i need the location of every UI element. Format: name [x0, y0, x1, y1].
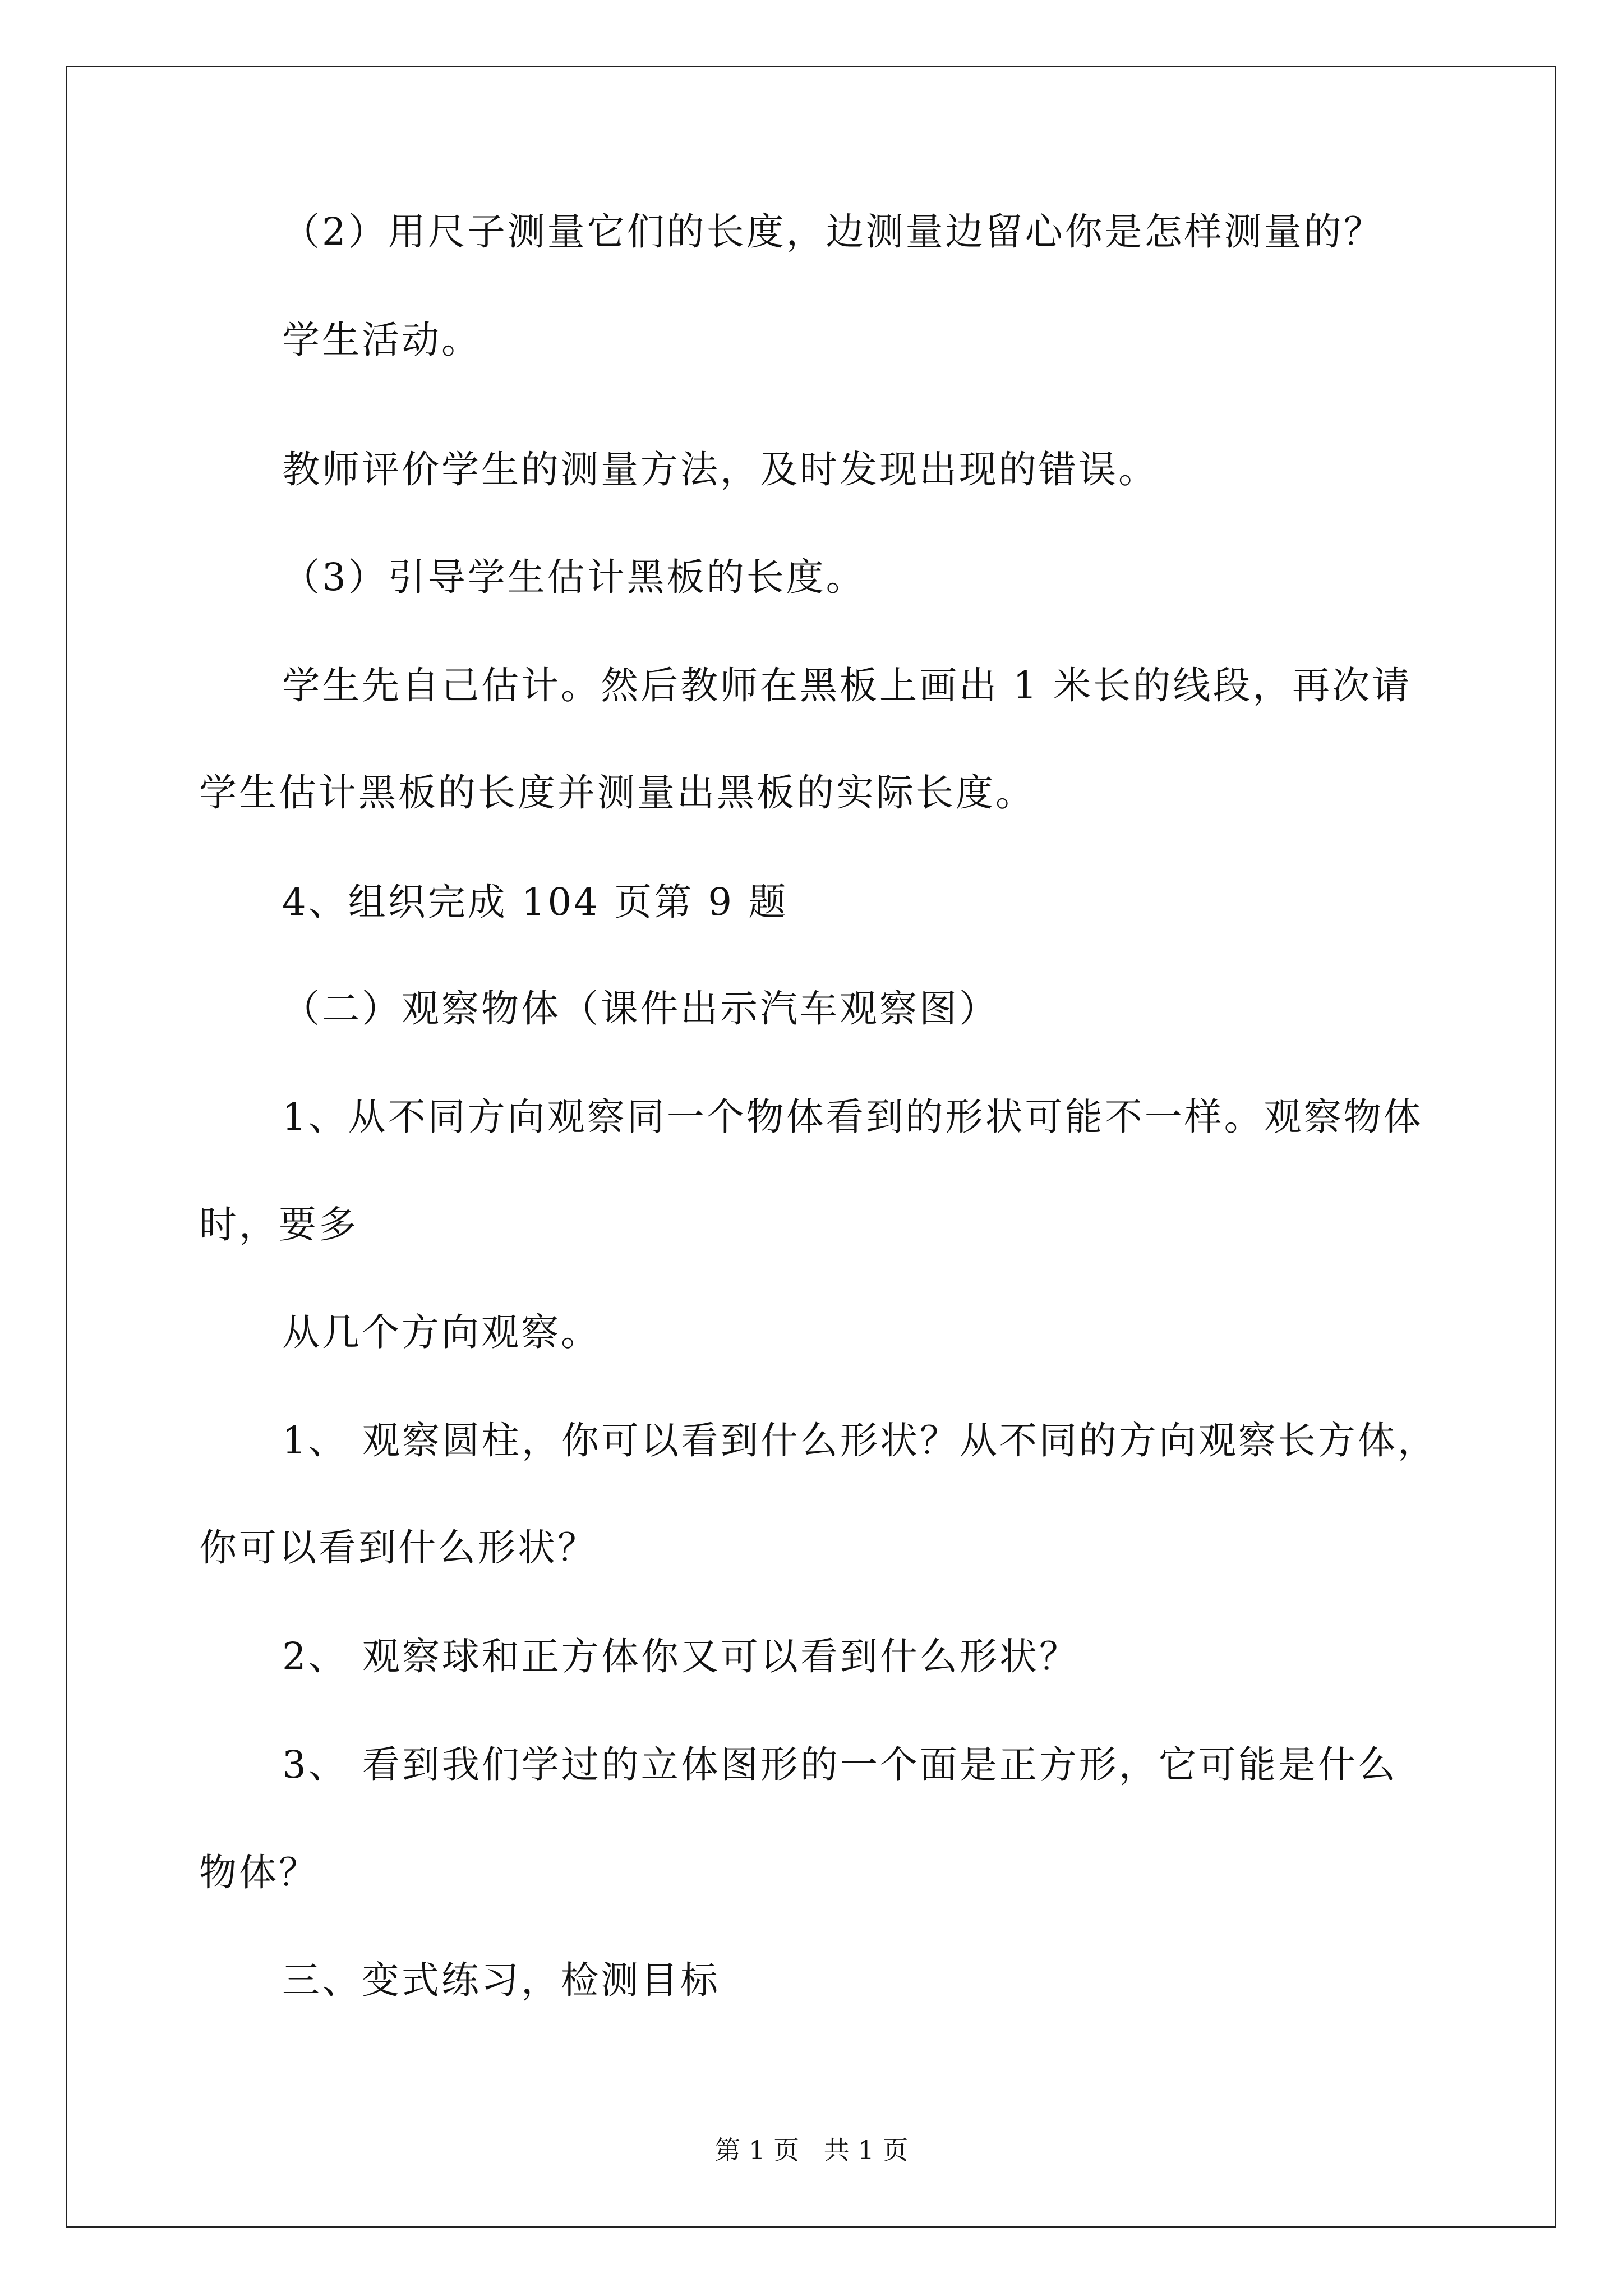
paragraph-line: 2、 观察球和正方体你又可以看到什么形状？ [282, 1635, 1079, 1678]
paragraph-line: 1、从不同方向观察同一个物体看到的形状可能不一样。观察物体 [282, 1095, 1423, 1139]
paragraph-line: 学生先自己估计。然后教师在黑板上画出 1 米长的线段，再次请 [282, 664, 1412, 707]
paragraph-line: 三、变式练习，检测目标 [282, 1958, 720, 2002]
paragraph-line: （3）引导学生估计黑板的长度。 [282, 555, 866, 599]
page-footer: 第 1 页 共 1 页 [714, 2135, 909, 2165]
paragraph-line: 1、 观察圆柱，你可以看到什么形状？从不同的方向观察长方体， [282, 1419, 1437, 1462]
paragraph-line: 时，要多 [199, 1203, 358, 1246]
paragraph-line: 你可以看到什么形状？ [199, 1526, 597, 1570]
paragraph-line: 3、 看到我们学过的立体图形的一个面是正方形，它可能是什么 [282, 1743, 1398, 1787]
page-frame [66, 66, 1556, 2228]
paragraph-line: 物体？ [199, 1851, 319, 1894]
paragraph-line: 4、组织完成 104 页第 9 题 [282, 880, 789, 924]
paragraph-line: 从几个方向观察。 [282, 1310, 601, 1354]
paragraph-line: 学生估计黑板的长度并测量出黑板的实际长度。 [199, 771, 1035, 815]
paragraph-line: （2）用尺子测量它们的长度，边测量边留心你是怎样测量的？ [282, 210, 1384, 254]
paragraph-line: 教师评价学生的测量方法，及时发现出现的错误。 [282, 448, 1158, 491]
paragraph-line: （二）观察物体（课件出示汽车观察图） [282, 987, 999, 1030]
paragraph-line: 学生活动。 [282, 318, 481, 362]
